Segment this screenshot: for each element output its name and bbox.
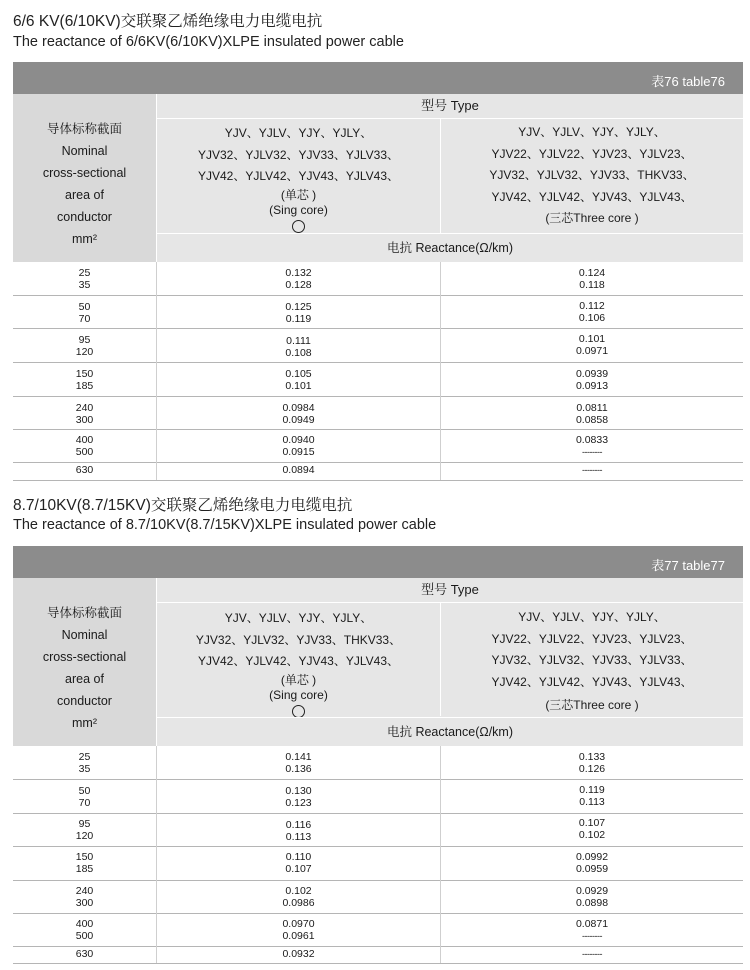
three-core-value: 0.112 xyxy=(579,300,605,312)
three-core-models xyxy=(441,122,743,230)
model-line: YJV、YJLV、YJY、YJLY、 xyxy=(224,126,373,140)
table-row xyxy=(13,813,743,847)
single-core-value: 0.108 xyxy=(285,347,312,359)
three-core-value: 0.0833 xyxy=(575,434,609,446)
single-core-value: 0.0915 xyxy=(282,446,315,458)
empty-value-dash: -------- xyxy=(582,465,602,475)
model-line: YJV、YJLV、YJY、YJLY、 xyxy=(518,610,666,624)
single-core-value: 0.132 xyxy=(285,267,312,279)
single-core-circle-icon xyxy=(292,705,305,718)
section-title-cn: 6/6 KV(6/10KV)交联聚乙烯绝缘电力电缆电抗 xyxy=(13,13,323,30)
single-core-value: 0.0970 xyxy=(282,918,315,930)
type-header: 型号 Type xyxy=(157,578,743,603)
area-value: 300 xyxy=(75,897,94,909)
area-value: 70 xyxy=(78,313,91,325)
table-row xyxy=(13,295,743,329)
three-core-value: 0.0929 xyxy=(575,885,609,897)
table-row xyxy=(13,462,743,481)
section-title-en: The reactance of 8.7/10KV(8.7/15KV)XLPE insulated power cable xyxy=(13,517,437,533)
area-value: 300 xyxy=(75,414,94,426)
conductor-label-line: conductor xyxy=(57,210,112,224)
table-header xyxy=(13,94,743,262)
table-row xyxy=(13,779,743,814)
single-core-value: 0.128 xyxy=(285,279,312,291)
three-core-value: 0.106 xyxy=(578,312,606,324)
table-row xyxy=(13,946,743,964)
reactance-header: 电抗 Reactance(Ω/km) xyxy=(157,717,743,746)
conductor-label-line: area of xyxy=(65,188,104,202)
single-core-value: 0.123 xyxy=(285,797,312,809)
conductor-unit: mm² xyxy=(72,716,97,730)
single-core-value: 0.102 xyxy=(285,885,312,897)
conductor-label-line: conductor xyxy=(57,694,112,708)
empty-value-dash: -------- xyxy=(582,949,602,959)
three-core-value: 0.0913 xyxy=(575,380,609,392)
table-row xyxy=(13,913,743,947)
area-value: 240 xyxy=(75,885,94,897)
three-core-value: 0.124 xyxy=(578,267,606,279)
section-title-en: The reactance of 6/6KV(6/10KV)XLPE insulated power cable xyxy=(13,34,404,50)
three-core-value: 0.107 xyxy=(578,817,606,829)
core-type: (三芯Three core ) xyxy=(545,698,639,712)
three-core-value: 0.119 xyxy=(579,784,605,796)
three-core-value: 0.126 xyxy=(578,763,606,775)
area-value: 185 xyxy=(75,863,94,875)
core-type: (三芯Three core ) xyxy=(545,211,639,225)
single-core-value: 0.119 xyxy=(285,313,312,325)
three-core-value: 0.113 xyxy=(579,796,605,808)
area-value: 150 xyxy=(75,368,94,380)
conductor-header xyxy=(13,578,156,746)
area-value: 500 xyxy=(75,446,94,458)
area-value: 120 xyxy=(75,830,94,842)
model-line: YJV32、YJLV32、YJV33、YJLV33、 xyxy=(198,147,399,162)
area-value: 150 xyxy=(75,851,94,863)
model-line: YJV22、YJLV22、YJV23、YJLV23、 xyxy=(491,631,693,646)
single-core-value: 0.0949 xyxy=(282,414,315,426)
model-line: YJV42、YJLV42、YJV43、YJLV43、 xyxy=(198,169,399,183)
area-value: 400 xyxy=(75,434,94,446)
single-core-value: 0.125 xyxy=(285,301,312,313)
three-core-value: 0.0858 xyxy=(575,414,609,426)
core-type-en: (Sing core) xyxy=(269,202,328,217)
model-line: YJV42、YJLV42、YJV43、YJLV43、 xyxy=(491,189,693,204)
section-title-cn: 8.7/10KV(8.7/15KV)交联聚乙烯绝缘电力电缆电抗 xyxy=(13,497,353,514)
conductor-label-line: Nominal xyxy=(61,144,108,158)
area-value: 240 xyxy=(75,402,94,414)
conductor-label-line: 导体标称截面 xyxy=(46,606,122,620)
conductor-label xyxy=(13,118,156,250)
single-core-value: 0.0894 xyxy=(282,464,315,476)
area-value: 630 xyxy=(75,464,94,476)
area-value: 35 xyxy=(78,279,91,291)
area-value: 630 xyxy=(75,948,94,960)
conductor-label-line: area of xyxy=(65,672,104,686)
single-core-models xyxy=(157,123,440,237)
area-value: 50 xyxy=(78,301,91,313)
single-core-value: 0.0961 xyxy=(282,930,315,942)
single-core-value: 0.0940 xyxy=(282,434,315,446)
model-line: YJV、YJLV、YJY、YJLY、 xyxy=(518,125,666,139)
table-label-bar xyxy=(13,546,743,578)
single-core-value: 0.0986 xyxy=(282,897,315,909)
area-value: 35 xyxy=(78,763,91,775)
area-value: 25 xyxy=(78,751,91,763)
conductor-label-line: 导体标称截面 xyxy=(46,122,122,136)
table-row xyxy=(13,746,743,780)
table-row xyxy=(13,880,743,914)
single-core-value: 0.110 xyxy=(285,851,312,863)
conductor-label xyxy=(13,602,156,734)
reactance-header: 电抗 Reactance(Ω/km) xyxy=(157,233,743,262)
three-core-value: 0.0992 xyxy=(575,851,609,863)
single-core-value: 0.136 xyxy=(285,763,312,775)
three-core-value: 0.133 xyxy=(578,751,606,763)
area-value: 500 xyxy=(75,930,94,942)
type-header: 型号 Type xyxy=(157,94,743,119)
table-header xyxy=(13,578,743,746)
core-type-en: (Sing core) xyxy=(269,687,328,702)
model-line: YJV32、YJLV32、YJV33、THKV33、 xyxy=(195,632,402,647)
area-value: 185 xyxy=(75,380,94,392)
single-core-value: 0.113 xyxy=(285,831,312,843)
area-value: 95 xyxy=(78,818,91,830)
single-core-value: 0.130 xyxy=(285,785,312,797)
model-line: YJV32、YJLV32、YJV33、THKV33、 xyxy=(489,168,695,182)
area-value: 50 xyxy=(78,785,91,797)
table-row xyxy=(13,846,743,881)
table-label: 表76 table76 xyxy=(651,74,725,89)
table-row xyxy=(13,429,743,463)
core-type-cn: (单芯 ) xyxy=(280,672,317,687)
area-value: 400 xyxy=(75,918,94,930)
three-core-value: 0.0971 xyxy=(575,345,609,357)
conductor-header xyxy=(13,94,156,262)
model-line: YJV42、YJLV42、YJV43、YJLV43、 xyxy=(491,674,693,689)
three-core-value: 0.0898 xyxy=(575,897,609,909)
three-core-value: 0.102 xyxy=(578,829,606,841)
three-core-value: 0.118 xyxy=(579,279,605,291)
empty-value-dash: -------- xyxy=(582,931,602,941)
three-core-models xyxy=(441,607,743,717)
core-type-cn: (单芯 ) xyxy=(280,187,317,202)
table-row xyxy=(13,396,743,430)
single-core-value: 0.116 xyxy=(285,819,312,831)
table-label: 表77 table77 xyxy=(651,558,725,573)
model-line: YJV22、YJLV22、YJV23、YJLV23、 xyxy=(491,146,693,161)
model-line: YJV、YJLV、YJY、YJLY、 xyxy=(224,611,373,625)
single-core-value: 0.101 xyxy=(285,380,312,392)
three-core-value: 0.0871 xyxy=(575,918,609,930)
conductor-unit: mm² xyxy=(72,232,97,246)
table-row xyxy=(13,328,743,363)
single-core-circle-icon xyxy=(292,220,305,233)
three-core-value: 0.0959 xyxy=(575,863,609,875)
conductor-label-line: cross-sectional xyxy=(42,166,127,180)
conductor-label-line: cross-sectional xyxy=(42,650,127,664)
single-core-value: 0.0984 xyxy=(282,402,315,414)
single-core-models xyxy=(157,608,440,722)
area-value: 95 xyxy=(78,334,91,346)
conductor-label-line: Nominal xyxy=(61,628,108,642)
area-value: 25 xyxy=(78,267,91,279)
single-core-value: 0.105 xyxy=(285,368,312,380)
three-core-value: 0.101 xyxy=(578,333,606,345)
model-line: YJV32、YJLV32、YJV33、YJLV33、 xyxy=(491,653,693,667)
area-value: 70 xyxy=(78,797,91,809)
area-value: 120 xyxy=(75,346,94,358)
model-line: YJV42、YJLV42、YJV43、YJLV43、 xyxy=(198,654,399,668)
single-core-value: 0.111 xyxy=(286,335,311,347)
single-core-value: 0.0932 xyxy=(282,948,315,960)
empty-value-dash: -------- xyxy=(582,447,602,457)
single-core-value: 0.141 xyxy=(285,751,312,763)
table-row xyxy=(13,262,743,296)
three-core-value: 0.0811 xyxy=(576,402,608,414)
table-label-bar xyxy=(13,62,743,94)
table-row xyxy=(13,362,743,397)
single-core-value: 0.107 xyxy=(285,863,312,875)
three-core-value: 0.0939 xyxy=(575,368,609,380)
